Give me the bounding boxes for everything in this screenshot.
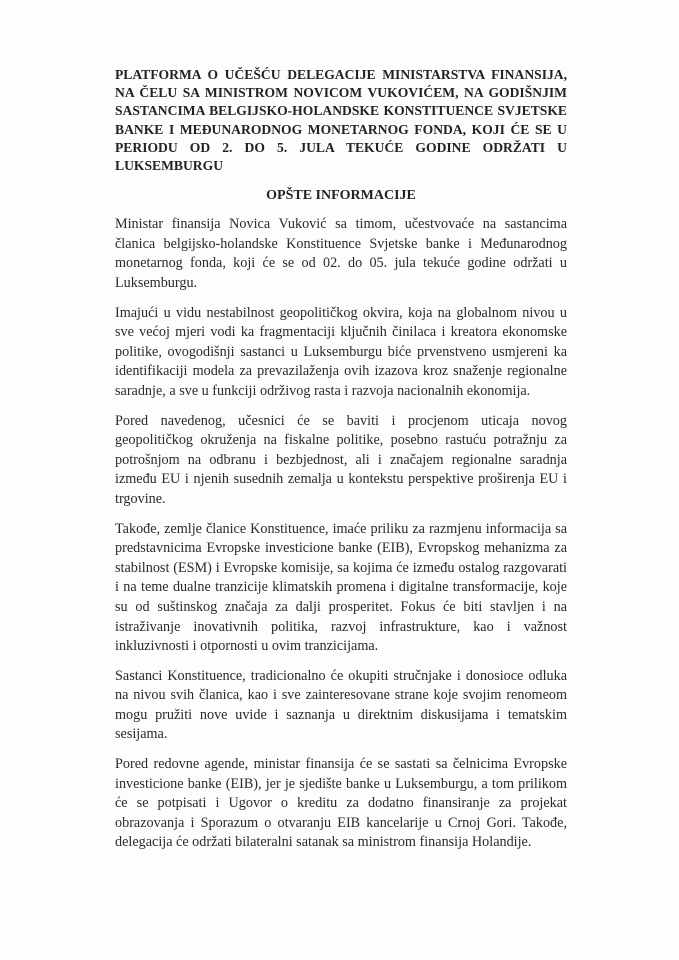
paragraph-4: Takođe, zemlje članice Konstituence, imaće priliku za razmjenu informacija sa predstavnicima Evropske investicione banke (EIB), Evropskog mehanizma za stabilnost (ESM) i Evropske komisije, sa kojima će između ostalog razgovarati i na teme dualne tranzicije klimatskih promena i digitalne transformacije, koje su od suštinskog značaja za dalji prosperitet. Fokus će biti stavljen i na istraživanje inovativnih politika, razvoj infrastrukture, kao i važnost inkluzivnosti i otpornosti u ovim tranzicijama. bbox=[115, 520, 567, 655]
paragraph-2: Imajući u vidu nestabilnost geopolitičkog okvira, koja na globalnom nivou u sve većoj mjeri vodi ka fragmentaciji ključnih činilaca i kreatora ekonomske politike, ovogodišnji sastanci u Luksemburgu biće prvenstveno usmjereni ka identifikaciji modela za prevazilaženja ovih izazova kroz snaženje regionalne saradnje, a sve u funkciji održivog rasta i razvoja nacionalnih ekonomija. bbox=[115, 304, 567, 399]
document-title: PLATFORMA O UČEŠĆU DELEGACIJE MINISTARSTVA FINANSIJA, NA ČELU SA MINISTROM NOVICOM VUKOVIĆEM, NA GODIŠNJIM SASTANCIMA BELGIJSKO-HOLANDSKE KONSTITUENCE SVJETSKE BANKE I MEĐUNARODNOG MONETARNOG FONDA, KOJI ĆE SE U PERIODU OD 2. DO 5. JULA TEKUĆE GODINE ODRŽATI U LUKSEMBURGU bbox=[115, 67, 567, 174]
paragraph-1: Ministar finansija Novica Vuković sa timom, učestvovaće na sastancima članica belgijsko-holandske Konstituence Svjetske banke i Međunarodnog monetarnog fonda, koji će se od 02. do 05. jula tekuće godine održati u Luksemburgu. bbox=[115, 216, 567, 291]
paragraph-3: Pored navedenog, učesnici će se baviti i procjenom uticaja novog geopolitičkog okruženja na fiskalne politike, posebno rastuću potražnju za potrošnjom na odbranu i bezbjednost, ali i značajem regionalne saradnja između EU i njenih susednih zemalja u kontekstu perspektive proširenja EU i trgovine. bbox=[115, 412, 567, 507]
paragraph-6: Pored redovne agende, ministar finansija će se sastati sa čelnicima Evropske investicione banke (EIB), jer je sjedište banke u Luksemburgu, a tom prilikom će se potpisati i Ugovor o kreditu za dodatno finansiranje za projekat obrazovanja i Sporazum o otvaranju EIB kancelarije u Crnoj Gori. Takođe, delegacija će održati bilateralni satanak sa ministrom finansija Holandije. bbox=[115, 756, 567, 851]
section-heading: OPŠTE INFORMACIJE bbox=[266, 188, 416, 204]
paragraph-5: Sastanci Konstituence, tradicionalno će okupiti stručnjake i donosioce odluka na nivou svih članica, kao i sve zainteresovane strane koje svojim renomeom mogu pružiti nove uvide i saznanja u direktnim diskusijama i tematskim sesijama. bbox=[115, 667, 567, 743]
